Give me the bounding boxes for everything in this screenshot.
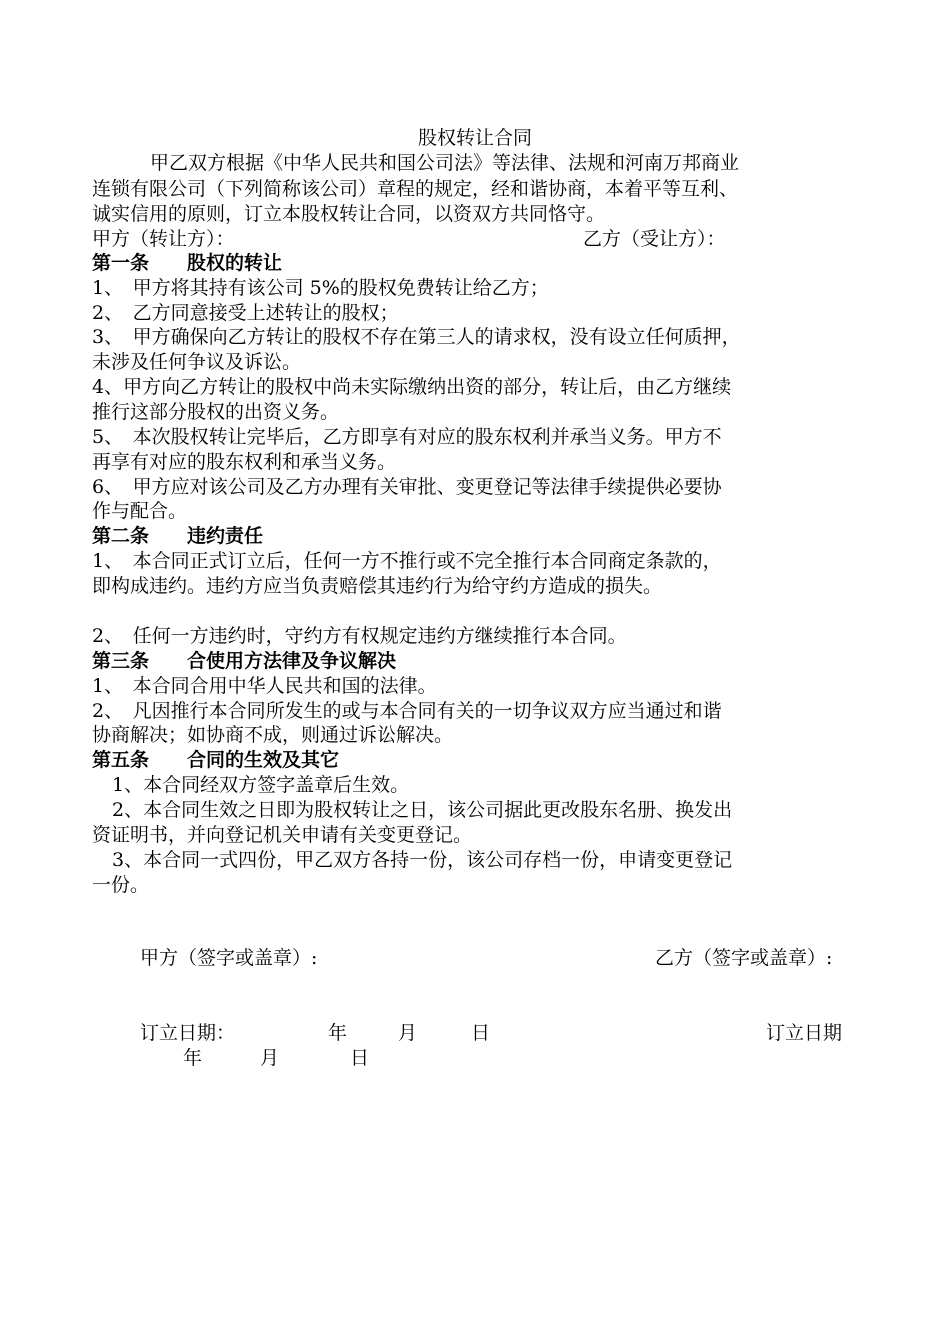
article-1-line: 1、 甲方将其持有该公司 5%的股权免费转让给乙方； xyxy=(92,277,549,299)
party-b-signature-label: 乙方（签字或盖章）: xyxy=(655,947,833,969)
article-2-line: 2、 任何一方违约时，守约方有权规定违约方继续推行本合同。 xyxy=(92,625,627,647)
document-title: 股权转让合同 xyxy=(417,127,532,149)
article-5-title: 第五条 合同的生效及其它 xyxy=(92,749,340,771)
article-5-line: 1、本合同经双方签字盖章后生效。 xyxy=(112,774,410,796)
article-3-title: 第三条 合使用方法律及争议解决 xyxy=(92,650,397,672)
article-1-line: 未涉及任何争议及诉讼。 xyxy=(92,351,302,373)
article-1-line: 再享有对应的股东权利和承当义务。 xyxy=(92,451,397,473)
article-1-line: 5、 本次股权转让完毕后，乙方即享有对应的股东权利并承当义务。甲方不 xyxy=(92,426,722,448)
intro-line-1: 甲乙双方根据《中华人民共和国公司法》等法律、法规和河南万邦商业 xyxy=(150,152,740,174)
party-b-label: 乙方（受让方）： xyxy=(583,228,726,250)
party-b-date-day: 日 xyxy=(350,1047,370,1069)
article-5-line: 3、本合同一式四份，甲乙双方各持一份，该公司存档一份，申请变更登记 xyxy=(112,849,733,871)
article-1-title: 第一条 股权的转让 xyxy=(92,252,283,274)
party-b-date-label: 订立日期 xyxy=(766,1022,843,1044)
intro-line-3: 诚实信用的原则，订立本股权转让合同，以资双方共同恪守。 xyxy=(92,203,606,225)
party-a-date-month: 月 xyxy=(398,1022,418,1044)
article-1-line: 2、 乙方同意接受上述转让的股权； xyxy=(92,302,399,324)
article-1-line: 3、 甲方确保向乙方转让的股权不存在第三人的请求权，没有设立任何质押， xyxy=(92,326,741,348)
party-b-date-year: 年 xyxy=(183,1047,203,1069)
article-1-line: 推行这部分股权的出资义务。 xyxy=(92,401,340,423)
party-b-date-month: 月 xyxy=(260,1047,280,1069)
article-3-line: 2、 凡因推行本合同所发生的或与本合同有关的一切争议双方应当通过和谐 xyxy=(92,700,722,722)
article-5-line: 2、本合同生效之日即为股权转让之日，该公司据此更改股东名册、换发出 xyxy=(112,799,733,821)
intro-line-2: 连锁有限公司（下列简称该公司）章程的规定，经和谐协商，本着平等互利、 xyxy=(92,178,739,200)
article-2-line: 即构成违约。违约方应当负责赔偿其违约行为给守约方造成的损失。 xyxy=(92,575,663,597)
article-2-line: 1、 本合同正式订立后，任何一方不推行或不完全推行本合同商定条款的， xyxy=(92,550,722,572)
party-a-date-label: 订立日期： xyxy=(140,1022,236,1044)
article-5-line: 一份。 xyxy=(92,874,150,896)
party-a-date-day: 日 xyxy=(471,1022,491,1044)
article-1-line: 作与配合。 xyxy=(92,500,188,522)
party-a-date-year: 年 xyxy=(328,1022,348,1044)
article-1-line: 4、甲方向乙方转让的股权中尚未实际缴纳出资的部分，转让后，由乙方继续 xyxy=(92,376,732,398)
article-2-title: 第二条 违约责任 xyxy=(92,525,264,547)
article-3-line: 1、 本合同合用中华人民共和国的法律。 xyxy=(92,675,437,697)
party-a-label: 甲方（转让方）： xyxy=(92,228,235,250)
article-3-line: 协商解决；如协商不成，则通过诉讼解决。 xyxy=(92,724,454,746)
article-1-line: 6、 甲方应对该公司及乙方办理有关审批、变更登记等法律手续提供必要协 xyxy=(92,476,722,498)
party-a-signature-label: 甲方（签字或盖章）: xyxy=(140,947,318,969)
article-5-line: 资证明书，并向登记机关申请有关变更登记。 xyxy=(92,824,473,846)
